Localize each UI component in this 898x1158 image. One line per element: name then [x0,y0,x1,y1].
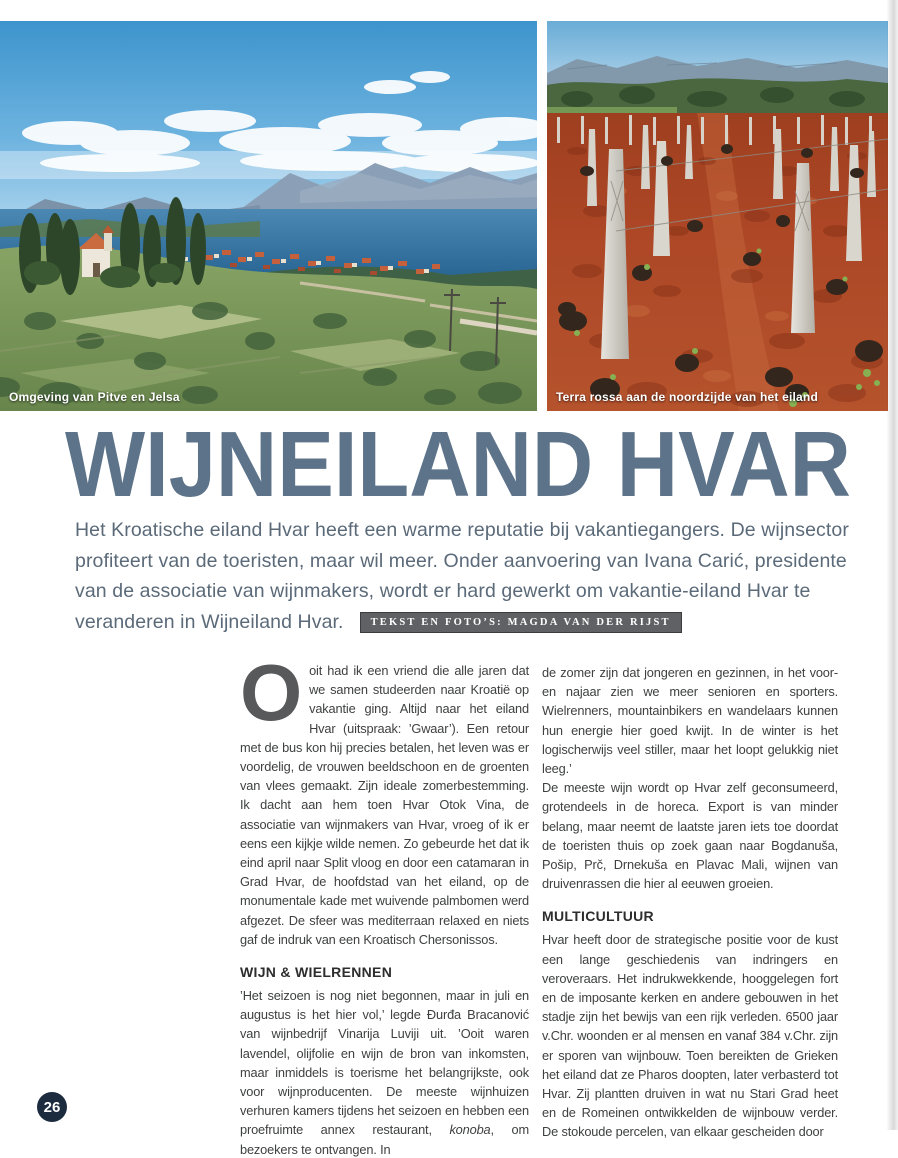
paragraph-4: De meeste wijn wordt op Hvar zelf geconsumeerd, grotendeels in de horeca. Export is van minder belang, maar neemt de laatste jaren iets toe doordat de toeristen thuis op zoek gaan naar Bogdanuša, Pošip, Prč, Drnekuša en Plavac Mali, wijnen van druivenrassen die hier al eeuwen groeien. [542,780,838,892]
paragraph-3: de zomer zijn dat jongeren en gezinnen, in het voor- en najaar zien we meer senioren en sporters. Wielrenners, mountainbikers en wandelaars kunnen hun energie hier goed kwijt. In de winter is het logischerwijs veel stiller, maar het loopt gelukkig niet leeg.’ [542,665,838,777]
vineyard-photo-illustration [547,21,888,411]
photo-terra-rossa [547,21,888,411]
text-column-2 [542,661,838,1158]
intro-paragraph [75,515,861,637]
article-body [240,648,838,1158]
text-column-1 [240,648,529,1158]
page-number-badge: 26 [37,1092,67,1122]
section-heading-wijn-wielrennen: WIJN & WIELRENNEN [240,964,393,981]
intro-text: Het Kroatische eiland Hvar heeft een warme reputatie bij vakantiegangers. De wijnsector profiteert van de toeristen, maar wil meer. Onder aanvoering van Ivana Carić, presidente van de associatie van wijnmakers, wordt er hard gewerkt om vakantie-eiland Hvar te veranderen in Wijneiland Hvar. [75,519,849,633]
dropcap: O [240,648,303,737]
page-edge-shadow [887,0,898,1130]
landscape-photo-illustration [0,21,537,411]
paragraph-1 [240,648,529,949]
photo-caption-right: Terra rossa aan de noordzijde van het eiland [556,390,818,404]
photo-row [0,0,898,411]
article-title [65,425,898,509]
paragraph-2-text-end: , om bezoekers te ontvangen. In [240,1122,529,1157]
paragraph-2 [240,986,529,1158]
photo-caption-left: Omgeving van Pitve en Jelsa [9,390,180,404]
byline-badge: TEKST EN FOTO’S: MAGDA VAN DER RIJST [360,612,682,634]
paragraph-2-text: ’Het seizoen is nog niet begonnen, maar in juli en augustus is het hier vol,’ legde Đurđa Bracanović van wijnbedrijf Vinarija Luviji uit. ’Ooit waren lavendel, olijfolie en wijn de bron van inkomsten, maar inmiddels is toerisme het belangrijkste, ook voor wijnproducenten. De meeste wijnhuizen verhuren kamers tijdens het seizoen en hebben een proefruimte annex restaurant, [240,988,529,1138]
photo-pitve-jelsa [0,21,537,411]
paragraph-1-text: oit had ik een vriend die alle jaren dat we samen studeerden naar Kroatië op vakantie ging. Altijd naar het eiland Hvar (uitspraak: ’Gwaar’). Een retour met de bus kon hij precies betalen, het leven was er voordelig, de vrouwen beeldschoon en de groenten van vlees gemaakt. Zijn ideale zomerbestemming. Ik dacht aan hem toen Hvar Otok Vina, de associatie van wijnmakers van Hvar, vroeg of ik er eens een kijkje wilde nemen. Zo gebeurde het dat ik eind april naar Split vloog en door een catamaran in Grad Hvar, de hoofdstad van het eiland, op de monumentale kade met wuivende palmbomen werd afgezet. De sfeer was mediterraan relaxed en niets gaf de indruk van een Kroatisch Chersonissos. [240,663,529,947]
paragraph-5: Hvar heeft door de strategische positie voor de kust een lange geschiedenis van indringers en veroveraars. Het indrukwekkende, hooggelegen fort en de imposante kerken en andere gebouwen in het stadje zijn het bewijs van een rijk verleden. 6500 jaar v.Chr. woonden er al mensen en vanaf 384 v.Chr. zijn er sporen van wijnbouw. Toen bereikten de Grieken het eiland dat ze Pharos doopten, later verbasterd tot Hvar. Zij plantten druiven in wat nu Stari Grad heet en de Romeinen ontwikkelden de wijnbouw verder. De stokoude percelen, van elkaar gescheiden door [542,932,838,1140]
italic-term-konoba: konoba [449,1122,491,1138]
section-heading-multicultuur: MULTICULTUUR [542,908,654,925]
article-title-text: WIJNEILAND HVAR [65,425,851,509]
